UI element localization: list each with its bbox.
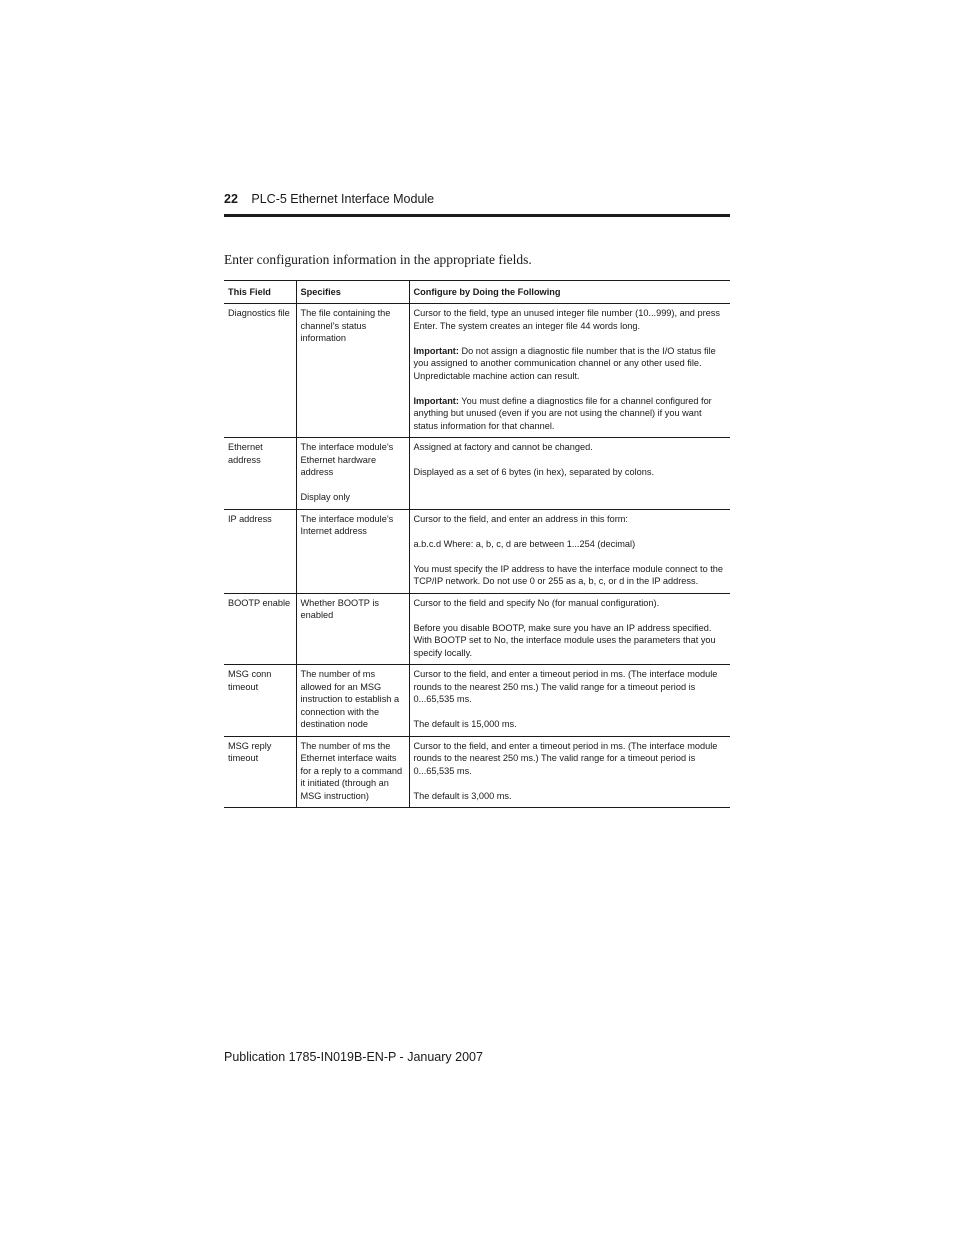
configure-text: Cursor to the field, and enter a timeout period in ms. (The interface module rounds to the nearest 250 ms.) The valid range for a timeout period is 0...65,535 ms.	[413, 669, 718, 704]
configure-text: Before you disable BOOTP, make sure you have an IP address specified. With BOOTP set to No, the interface module uses the parameters that you specify locally.	[413, 622, 716, 658]
specifies-cell	[296, 665, 409, 737]
configure-paragraph	[414, 563, 727, 588]
configure-paragraph	[414, 597, 727, 610]
configure-paragraph	[414, 668, 727, 706]
specifies-text: The interface module’s Internet address	[300, 513, 394, 536]
configure-paragraph	[414, 466, 727, 479]
configure-text: The default is 15,000 ms.	[413, 719, 517, 729]
specifies-cell	[296, 304, 409, 438]
configure-text: Do not assign a diagnostic file number that is the I/O status file you assigned to another communication channel or any other used file. Unpredictable machine action can result.	[413, 345, 716, 381]
configure-paragraph	[414, 441, 727, 454]
important-label: Important:	[413, 395, 459, 406]
intro-text: Enter configuration information in the appropriate fields.	[224, 252, 532, 267]
configuration-table	[224, 280, 730, 808]
document-title: PLC-5 Ethernet Interface Module	[251, 192, 435, 206]
specifies-text: Whether BOOTP is enabled	[300, 597, 379, 620]
field-name-cell: Ethernet address	[224, 438, 296, 510]
configure-cell	[409, 593, 730, 665]
specifies-text: The number of ms allowed for an MSG instruction to establish a connection with the destination node	[300, 669, 400, 729]
specifies-text: Display only	[300, 492, 351, 502]
column-header-specifies: Specifies	[296, 281, 409, 304]
specifies-text: The file containing the channel’s status information	[300, 308, 391, 343]
configure-cell	[409, 665, 730, 737]
configure-cell	[409, 509, 730, 593]
field-name-cell: MSG conn timeout	[224, 665, 296, 737]
table-row	[224, 509, 730, 593]
specifies-text: The interface module’s Ethernet hardware address	[300, 442, 394, 477]
field-name-cell: Diagnostics file	[224, 304, 296, 438]
configure-paragraph	[414, 513, 727, 526]
configure-text: Cursor to the field, type an unused integer file number (10...999), and press Enter. The system creates an integer file 44 words long.	[413, 308, 720, 331]
configure-paragraph	[414, 790, 727, 803]
configure-paragraph	[414, 395, 727, 433]
configure-paragraph	[414, 718, 727, 731]
field-name-cell: BOOTP enable	[224, 593, 296, 665]
specifies-cell	[296, 438, 409, 510]
publication-footer: Publication 1785-IN019B-EN-P - January 2007	[224, 1050, 483, 1064]
specifies-text: The number of ms the Ethernet interface waits for a reply to a command it initiated (through an MSG instruction)	[300, 740, 403, 801]
field-name-cell: IP address	[224, 509, 296, 593]
specifies-cell	[296, 509, 409, 593]
configure-cell	[409, 736, 730, 808]
table-body	[224, 304, 730, 808]
configure-paragraph	[414, 622, 727, 660]
configure-text: Cursor to the field, and enter a timeout period in ms. (The interface module rounds to the nearest 250 ms.) The valid range for a timeout period is 0...65,535 ms.	[413, 740, 718, 776]
column-header-configure: Configure by Doing the Following	[409, 281, 730, 304]
configure-paragraph	[414, 345, 727, 383]
configure-paragraph	[414, 538, 727, 551]
table-row	[224, 736, 730, 808]
column-header-field: This Field	[224, 281, 296, 304]
table-header-row	[224, 281, 730, 304]
configure-text: Cursor to the field, and enter an address in this form:	[413, 513, 628, 524]
configure-text: You must define a diagnostics file for a channel configured for anything but unused (even if you are not using the channel) if you want status information for that channel.	[413, 395, 712, 431]
configure-text: You must specify the IP address to have the interface module connect to the TCP/IP network. Do not use 0 or 255 as a, b, c, or d in the IP address.	[413, 563, 724, 586]
configure-text: Assigned at factory and cannot be changed.	[413, 442, 593, 452]
configure-paragraph	[414, 307, 727, 332]
header-rule	[224, 214, 730, 217]
specifies-cell	[296, 593, 409, 665]
specifies-cell	[296, 736, 409, 808]
configure-cell	[409, 304, 730, 438]
page-number: 22	[224, 192, 238, 206]
configure-text: Displayed as a set of 6 bytes (in hex), separated by colons.	[413, 467, 655, 477]
table-row	[224, 304, 730, 438]
page-header	[224, 192, 730, 206]
configure-text: The default is 3,000 ms.	[413, 790, 512, 801]
configure-cell	[409, 438, 730, 510]
configure-text: Cursor to the field and specify No (for manual configuration).	[413, 597, 660, 608]
table-row	[224, 665, 730, 737]
configure-paragraph	[414, 740, 727, 778]
table-row	[224, 438, 730, 510]
field-name-cell: MSG reply timeout	[224, 736, 296, 808]
configure-text: a.b.c.d Where: a, b, c, d are between 1...254 (decimal)	[413, 538, 636, 549]
table-row	[224, 593, 730, 665]
important-label: Important:	[413, 345, 459, 356]
